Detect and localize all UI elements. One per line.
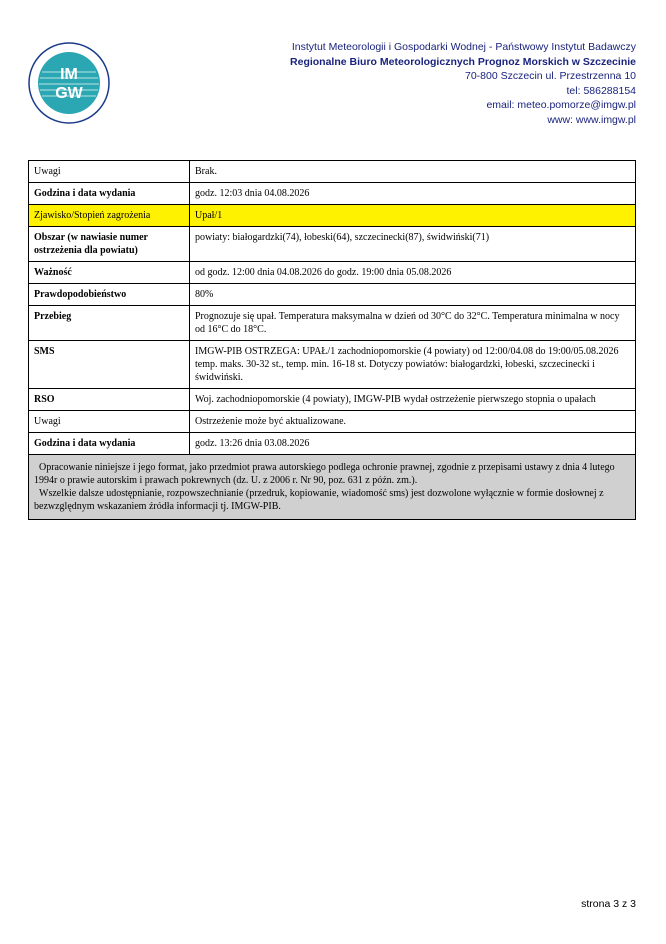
row-label: Ważność bbox=[29, 262, 190, 284]
row-issue-time-2 bbox=[29, 433, 636, 455]
row-phenomenon bbox=[29, 205, 636, 227]
logo-text-top: IM bbox=[60, 66, 78, 83]
row-label: Uwagi bbox=[29, 161, 190, 183]
copyright-text-1: Opracowanie niniejsze i jego format, jako przedmiot prawa autorskiego podlega ochronie prawnej, zgodnie z przepisami ustawy z dnia 4 lutego 1994r o prawie autorskim i prawach pokrewnych (dz. U. z 2006 r. Nr 90, poz. 631 z późn. zm.). bbox=[34, 462, 615, 486]
header-address: 70-800 Szczecin ul. Przestrzenna 10 bbox=[464, 70, 636, 83]
header-email: email: meteo.pomorze@imgw.pl bbox=[486, 99, 636, 112]
row-value: Woj. zachodniopomorskie (4 powiaty), IMGW-PIB wydał ostrzeżenie pierwszego stopnia o upałach bbox=[190, 389, 636, 411]
row-value: IMGW-PIB OSTRZEGA: UPAŁ/1 zachodniopomorskie (4 powiaty) od 12:00/04.08 do 19:00/05.08.2026 temp. maks. 30-32 st., temp. min. 16-18 st. Dotyczy powiatów: białogardzki, łobeski, szczecinecki i świdwiński. bbox=[190, 341, 636, 389]
row-value: powiaty: białogardzki(74), łobeski(64), szczecinecki(87), świdwiński(71) bbox=[190, 227, 636, 262]
row-value: godz. 12:03 dnia 04.08.2026 bbox=[190, 183, 636, 205]
row-label: Zjawisko/Stopień zagrożenia bbox=[29, 205, 190, 227]
row-course bbox=[29, 306, 636, 341]
row-area bbox=[29, 227, 636, 262]
copyright-notice bbox=[29, 455, 636, 520]
header-phone: tel: 586288154 bbox=[566, 84, 636, 97]
header-website: www: www.imgw.pl bbox=[547, 113, 636, 126]
row-copyright bbox=[29, 455, 636, 520]
warning-table bbox=[28, 160, 636, 520]
row-rso bbox=[29, 389, 636, 411]
row-label: Prawdopodobieństwo bbox=[29, 284, 190, 306]
copyright-paragraph-2 bbox=[34, 487, 630, 513]
logo-text-bottom: GW bbox=[55, 85, 83, 102]
row-value: Ostrzeżenie może być aktualizowane. bbox=[190, 411, 636, 433]
row-label: Godzina i data wydania bbox=[29, 433, 190, 455]
row-label: Uwagi bbox=[29, 411, 190, 433]
row-label: Obszar (w nawiasie numer ostrzeżenia dla powiatu) bbox=[29, 227, 190, 262]
copyright-text-2: Wszelkie dalsze udostępnianie, rozpowszechnianie (przedruk, kopiowanie, wiadomość sms) jest dozwolone wyłącznie w formie dosłownej z bezwzględnym wskazaniem źródła informacji tj. IMGW-PIB. bbox=[34, 488, 604, 512]
row-remarks bbox=[29, 161, 636, 183]
row-sms bbox=[29, 341, 636, 389]
copyright-paragraph-1 bbox=[34, 461, 630, 487]
row-value: Upał/1 bbox=[190, 205, 636, 227]
header-institute-name: Instytut Meteorologii i Gospodarki Wodnej - Państwowy Instytut Badawczy bbox=[291, 41, 636, 53]
row-label: Godzina i data wydania bbox=[29, 183, 190, 205]
row-value: Brak. bbox=[190, 161, 636, 183]
institute-header bbox=[290, 40, 636, 128]
row-value: Prognozuje się upał. Temperatura maksymalna w dzień od 30°C do 32°C. Temperatura minimalna w nocy od 16°C do 18°C. bbox=[190, 306, 636, 341]
row-remarks-2 bbox=[29, 411, 636, 433]
row-label: RSO bbox=[29, 389, 190, 411]
row-value: 80% bbox=[190, 284, 636, 306]
row-value: od godz. 12:00 dnia 04.08.2026 do godz. 19:00 dnia 05.08.2026 bbox=[190, 262, 636, 284]
row-probability bbox=[29, 284, 636, 306]
imgw-logo bbox=[28, 42, 110, 124]
row-validity bbox=[29, 262, 636, 284]
header-office-name: Regionalne Biuro Meteorologicznych Prognoz Morskich w Szczecinie bbox=[290, 55, 636, 68]
page-number: strona 3 z 3 bbox=[581, 898, 636, 910]
row-label: SMS bbox=[29, 341, 190, 389]
row-label: Przebieg bbox=[29, 306, 190, 341]
row-issue-time bbox=[29, 183, 636, 205]
row-value: godz. 13:26 dnia 03.08.2026 bbox=[190, 433, 636, 455]
